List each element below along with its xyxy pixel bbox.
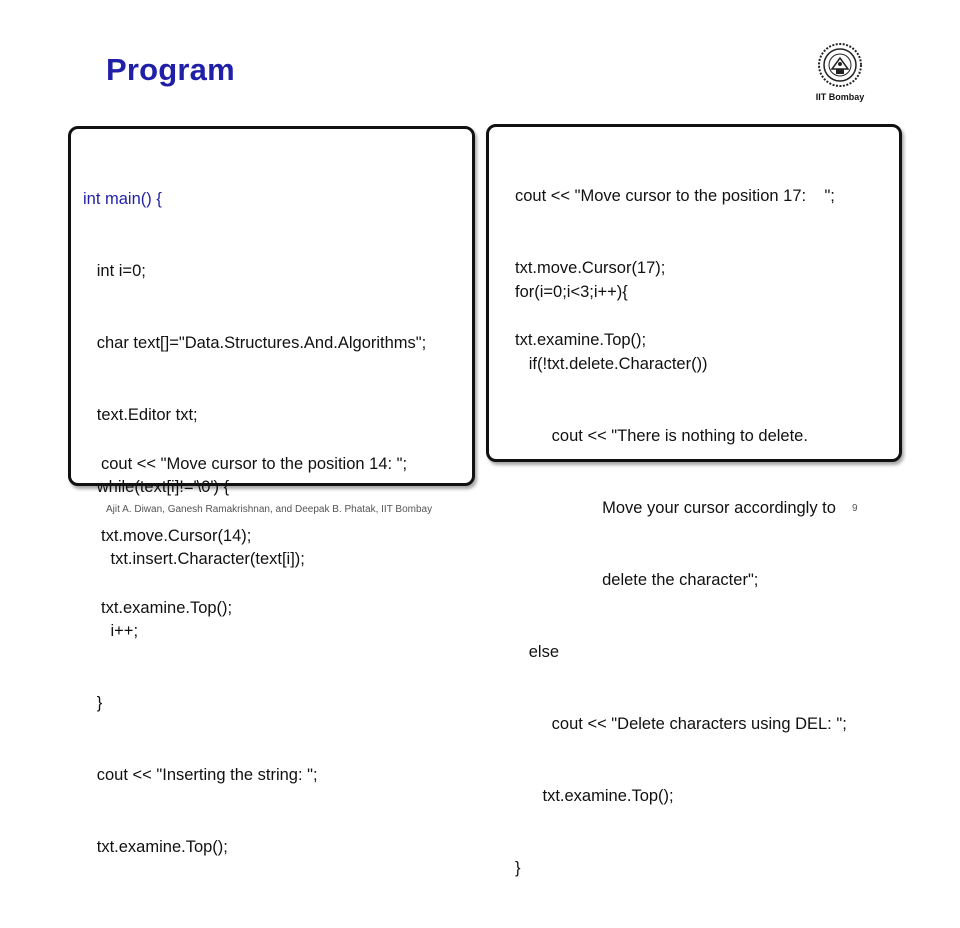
- code-line: Move your cursor accordingly to: [515, 499, 836, 517]
- code-line: while(text[i]!='\0') {: [83, 478, 230, 496]
- code-line: text.Editor txt;: [83, 406, 198, 424]
- code-line: txt.move.Cursor(17);: [515, 259, 666, 277]
- code-line: for(i=0;i<3;i++){: [515, 283, 628, 301]
- code-line: if(!txt.delete.Character()): [515, 355, 708, 373]
- page-number: 9: [852, 503, 858, 514]
- code-line: txt.examine.Top();: [101, 599, 233, 617]
- code-line: delete the character";: [515, 571, 759, 589]
- code-box-right: [486, 124, 902, 877]
- code-block-move-cursor-14: [101, 404, 407, 668]
- slide-title: Program: [106, 52, 235, 87]
- logo-caption: IIT Bombay: [815, 92, 865, 102]
- code-line: int i=0;: [83, 262, 146, 280]
- code-line: else: [515, 643, 560, 661]
- code-line: i++;: [83, 622, 139, 640]
- institute-emblem-icon: [817, 42, 863, 88]
- code-line: txt.move.Cursor(14);: [101, 527, 252, 545]
- code-line: txt.examine.Top();: [83, 838, 228, 856]
- code-line: int main() {: [83, 190, 162, 208]
- code-line: txt.examine.Top();: [515, 331, 647, 349]
- code-line: cout << "Move cursor to the position 17: ";: [515, 187, 835, 205]
- footer-authors: Ajit A. Diwan, Ganesh Ramakrishnan, and Deepak B. Phatak, IIT Bombay: [106, 504, 433, 515]
- code-line: }: [515, 859, 521, 877]
- code-line: }: [83, 694, 103, 712]
- code-line: txt.insert.Character(text[i]);: [83, 550, 305, 568]
- code-line: cout << "Inserting the string: ";: [83, 766, 318, 784]
- iit-bombay-logo: [810, 42, 870, 106]
- code-block-delete-loop: [515, 232, 847, 928]
- code-line: char text[]="Data.Structures.And.Algorithms";: [83, 334, 427, 352]
- code-line: cout << "Move cursor to the position 14: ";: [101, 455, 408, 473]
- code-line: cout << "There is nothing to delete.: [515, 427, 808, 445]
- code-line: txt.examine.Top();: [515, 787, 674, 805]
- code-line: cout << "Delete characters using DEL: ";: [515, 715, 847, 733]
